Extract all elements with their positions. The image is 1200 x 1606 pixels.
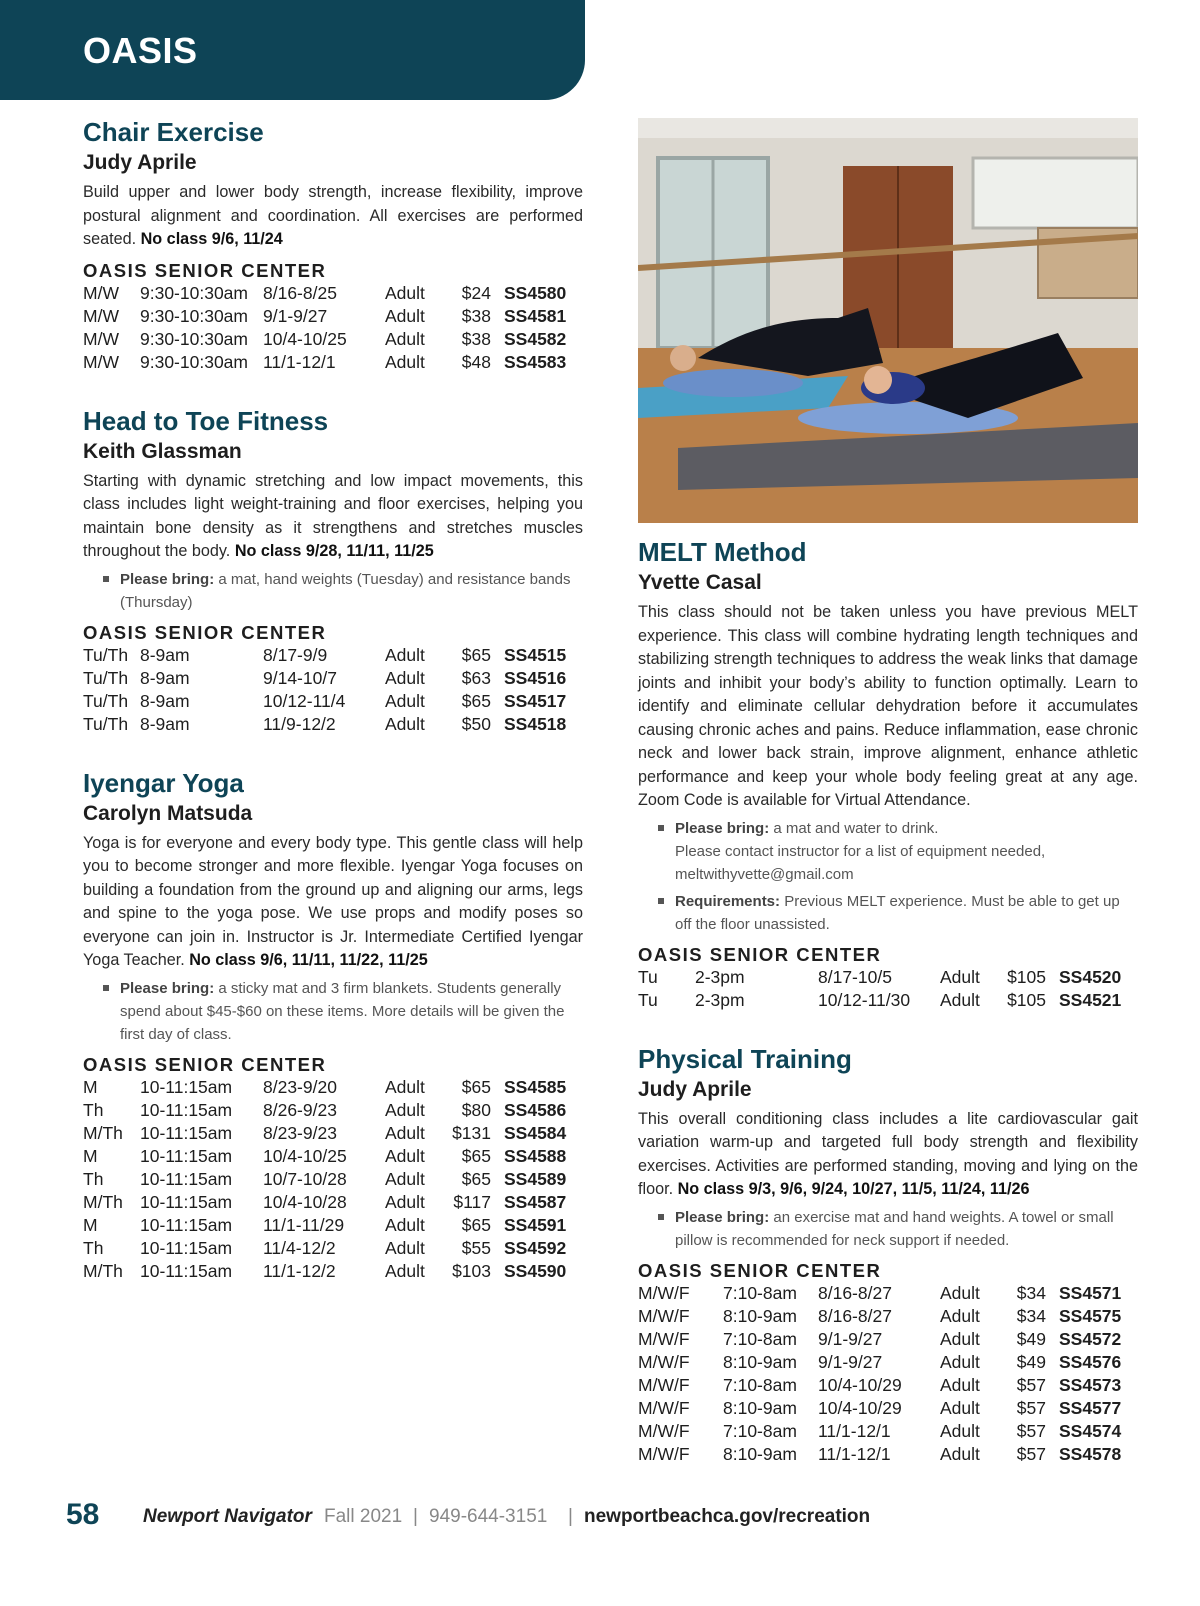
schedule-day: Th (83, 1237, 104, 1258)
schedule-fee: $105 (1007, 966, 1046, 987)
course-code: SS4587 (504, 1191, 567, 1212)
schedule-table (638, 1282, 1138, 1466)
schedule-row (83, 351, 583, 374)
schedule-time: 9:30-10:30am (140, 305, 248, 326)
schedule-day: M/Th (83, 1191, 123, 1212)
schedule-time: 10-11:15am (140, 1168, 233, 1189)
schedule-age: Adult (940, 989, 980, 1010)
schedule-day: M/W (83, 282, 119, 303)
schedule-fee: $57 (1016, 1420, 1046, 1441)
schedule-row (83, 690, 583, 713)
schedule-day: Tu (638, 966, 658, 987)
schedule-time: 7:10-8am (723, 1420, 797, 1441)
schedule-day: M/W/F (638, 1443, 690, 1464)
schedule-day: Th (83, 1168, 104, 1189)
publication-name: Newport Navigator (143, 1506, 312, 1527)
schedule-dates: 11/1-12/1 (818, 1420, 891, 1441)
schedule-time: 10-11:15am (140, 1214, 233, 1235)
schedule-row (638, 989, 1138, 1012)
schedule-day: Tu/Th (83, 644, 129, 665)
class-description: Starting with dynamic stretching and low impact movements, this class includes light weight-training and floor exercises, helping you maintain bone density as it strengthens and stretches muscles throughout the body. No class 9/28, 11/11, 11/25 (83, 471, 583, 560)
bullet-square-icon (103, 985, 109, 991)
schedule-row (638, 1374, 1138, 1397)
yoga-class-photo (638, 118, 1138, 523)
schedule-row (638, 1397, 1138, 1420)
schedule-row (638, 1328, 1138, 1351)
schedule-row (83, 305, 583, 328)
schedule-day: Tu/Th (83, 667, 129, 688)
schedule-fee: $49 (1016, 1351, 1046, 1372)
course-code: SS4577 (1059, 1397, 1122, 1418)
schedule-fee: $50 (461, 713, 491, 734)
schedule-time: 7:10-8am (723, 1328, 797, 1349)
schedule-row (83, 1237, 583, 1260)
schedule-time: 8-9am (140, 667, 190, 688)
schedule-table (638, 966, 1138, 1012)
schedule-dates: 9/14-10/7 (263, 667, 337, 688)
schedule-row (83, 644, 583, 667)
schedule-table (83, 644, 583, 736)
schedule-age: Adult (940, 1305, 980, 1326)
schedule-dates: 11/1-12/1 (818, 1443, 891, 1464)
schedule-row (83, 282, 583, 305)
course-code: SS4515 (504, 644, 567, 665)
schedule-age: Adult (940, 1328, 980, 1349)
schedule-age: Adult (385, 1122, 425, 1143)
class-description: This class should not be taken unless you have previous MELT experience. This class will combine hydrating length techniques and stabilizing strength techniques to address the weak links that damage joints and inhibit your body’s ability to function optimally. Learn to identify and eliminate cellular dehydration before it accumulates causing chronic aches and pains. Reduce inflammation, ease chronic neck and lower back strain, improve alignment, enhance athletic performance and keep your whole body feeling great at any age. Zoom Code is available for Virtual Attendance. (638, 603, 1138, 809)
schedule-age: Adult (940, 1282, 980, 1303)
schedule-dates: 10/4-10/25 (263, 328, 347, 349)
schedule-age: Adult (385, 282, 425, 303)
course-code: SS4521 (1059, 989, 1122, 1010)
schedule-fee: $131 (452, 1122, 491, 1143)
schedule-fee: $34 (1016, 1282, 1046, 1303)
schedule-fee: $38 (461, 328, 491, 349)
schedule-time: 8:10-9am (723, 1305, 797, 1326)
please-bring-note: Please bring: an exercise mat and hand weights. A towel or small pillow is recommended for neck support if needed. (638, 1206, 1138, 1252)
schedule-dates: 8/23-9/20 (263, 1076, 337, 1097)
schedule-age: Adult (385, 351, 425, 372)
schedule-day: M/W/F (638, 1351, 690, 1372)
course-code: SS4591 (504, 1214, 567, 1235)
schedule-fee: $65 (461, 1076, 491, 1097)
course-code: SS4580 (504, 282, 567, 303)
schedule-dates: 10/12-11/4 (263, 690, 346, 711)
schedule-time: 10-11:15am (140, 1145, 233, 1166)
instructor-email: meltwithyvette@gmail.com (675, 865, 854, 883)
class-title: Head to Toe Fitness (83, 405, 329, 436)
schedule-age: Adult (940, 966, 980, 987)
course-code: SS4516 (504, 667, 567, 688)
location-heading: OASIS SENIOR CENTER (83, 621, 327, 643)
please-bring-note: Please bring: a mat and water to drink. Please contact instructor for a list of equipment needed, meltwithyvette@gmail.com (638, 817, 1138, 886)
schedule-time: 8:10-9am (723, 1443, 797, 1464)
schedule-time: 10-11:15am (140, 1191, 233, 1212)
schedule-fee: $65 (461, 1214, 491, 1235)
schedule-age: Adult (385, 1145, 425, 1166)
schedule-day: M (83, 1076, 98, 1097)
requirements-note: Requirements: Previous MELT experience. Must be able to get up off the floor unassisted. (638, 890, 1138, 936)
schedule-age: Adult (385, 1214, 425, 1235)
schedule-fee: $65 (461, 644, 491, 665)
class-description: This overall conditioning class includes a lite cardiovascular gait variation warm-up and targeted full body strength and flexibility exercises. Activities are performed standing, moving and lying on the floor. No class 9/3, 9/6, 9/24, 10/27, 11/5, 11/24, 11/26 (638, 1109, 1138, 1198)
schedule-age: Adult (385, 690, 425, 711)
schedule-day: M/W/F (638, 1282, 690, 1303)
schedule-day: Tu (638, 989, 658, 1010)
schedule-table (83, 1076, 583, 1283)
schedule-fee: $65 (461, 690, 491, 711)
schedule-day: M/Th (83, 1122, 123, 1143)
class-title: Physical Training (638, 1043, 852, 1074)
instructor-name: Keith Glassman (83, 439, 242, 463)
schedule-dates: 10/4-10/29 (818, 1374, 902, 1395)
right-column (638, 118, 1138, 1466)
course-code: SS4590 (504, 1260, 567, 1281)
schedule-row (638, 1443, 1138, 1466)
schedule-dates: 8/26-9/23 (263, 1099, 337, 1120)
location-heading: OASIS SENIOR CENTER (638, 1259, 882, 1281)
schedule-fee: $38 (461, 305, 491, 326)
schedule-dates: 10/4-10/25 (263, 1145, 347, 1166)
schedule-fee: $105 (1007, 989, 1046, 1010)
schedule-time: 2-3pm (695, 989, 745, 1010)
schedule-age: Adult (385, 1260, 425, 1281)
schedule-dates: 11/1-11/29 (263, 1214, 345, 1235)
schedule-dates: 11/9-12/2 (263, 713, 336, 734)
schedule-day: M/W/F (638, 1397, 690, 1418)
schedule-age: Adult (385, 1099, 425, 1120)
schedule-day: M (83, 1214, 98, 1235)
schedule-age: Adult (385, 644, 425, 665)
class-title: MELT Method (638, 537, 807, 567)
schedule-dates: 8/16-8/27 (818, 1305, 892, 1326)
course-code: SS4581 (504, 305, 567, 326)
please-bring-note: Please bring: a mat, hand weights (Tuesday) and resistance bands (Thursday) (83, 568, 583, 614)
no-class-note: No class 9/28, 11/11, 11/25 (234, 542, 434, 560)
schedule-time: 10-11:15am (140, 1099, 233, 1120)
schedule-dates: 9/1-9/27 (818, 1328, 883, 1349)
course-code: SS4586 (504, 1099, 567, 1120)
schedule-row (83, 328, 583, 351)
schedule-dates: 10/4-10/28 (263, 1191, 347, 1212)
schedule-fee: $57 (1016, 1374, 1046, 1395)
class-description: Build upper and lower body strength, increase flexibility, improve postural alignment and coordination. All exercises are performed seated. No class 9/6, 11/24 (83, 183, 583, 248)
publication-season: Fall 2021 (324, 1506, 403, 1527)
bullet-square-icon (658, 825, 664, 831)
schedule-time: 8-9am (140, 713, 190, 734)
schedule-day: M/W (83, 351, 119, 372)
schedule-age: Adult (385, 1191, 425, 1212)
schedule-time: 9:30-10:30am (140, 282, 248, 303)
schedule-age: Adult (940, 1397, 980, 1418)
banner-title: OASIS (83, 30, 198, 71)
schedule-age: Adult (385, 1168, 425, 1189)
schedule-fee: $65 (461, 1168, 491, 1189)
course-code: SS4582 (504, 328, 567, 349)
location-heading: OASIS SENIOR CENTER (83, 259, 327, 281)
class-melt-method (638, 535, 1138, 1012)
schedule-dates: 8/17-9/9 (263, 644, 328, 665)
schedule-dates: 11/4-12/2 (263, 1237, 336, 1258)
schedule-age: Adult (385, 328, 425, 349)
footer-separator: | (413, 1506, 418, 1527)
section-banner (0, 0, 585, 100)
course-code: SS4588 (504, 1145, 567, 1166)
class-title: Chair Exercise (83, 117, 264, 147)
schedule-day: M/W/F (638, 1374, 690, 1395)
schedule-time: 7:10-8am (723, 1374, 797, 1395)
schedule-time: 8:10-9am (723, 1351, 797, 1372)
schedule-dates: 8/16-8/27 (818, 1282, 892, 1303)
schedule-fee: $103 (452, 1260, 491, 1281)
schedule-row (638, 1420, 1138, 1443)
schedule-age: Adult (385, 1237, 425, 1258)
schedule-fee: $63 (461, 667, 491, 688)
bullet-square-icon (658, 1214, 664, 1220)
course-code: SS4575 (1059, 1305, 1122, 1326)
course-code: SS4585 (504, 1076, 567, 1097)
schedule-day: M/W/F (638, 1328, 690, 1349)
no-class-note: No class 9/3, 9/6, 9/24, 10/27, 11/5, 11/24, 11/26 (677, 1180, 1030, 1198)
schedule-row (83, 667, 583, 690)
schedule-time: 10-11:15am (140, 1122, 233, 1143)
schedule-fee: $49 (1016, 1328, 1046, 1349)
schedule-dates: 8/16-8/25 (263, 282, 337, 303)
schedule-age: Adult (940, 1420, 980, 1441)
schedule-table (83, 282, 583, 374)
please-bring-note: Please bring: a sticky mat and 3 firm blankets. Students generally spend about $45-$60 on these items. More details will be given the first day of class. (83, 977, 583, 1046)
course-code: SS4571 (1059, 1282, 1122, 1303)
no-class-note: No class 9/6, 11/24 (140, 230, 283, 248)
schedule-dates: 9/1-9/27 (263, 305, 328, 326)
instructor-name: Yvette Casal (638, 571, 762, 594)
class-chair-exercise (83, 115, 583, 374)
schedule-row (83, 1145, 583, 1168)
schedule-fee: $24 (461, 282, 491, 303)
schedule-row (83, 1122, 583, 1145)
course-code: SS4592 (504, 1237, 567, 1258)
schedule-age: Adult (940, 1374, 980, 1395)
schedule-dates: 11/1-12/2 (263, 1260, 336, 1281)
schedule-time: 9:30-10:30am (140, 328, 248, 349)
course-code: SS4589 (504, 1168, 567, 1189)
schedule-row (638, 1351, 1138, 1374)
schedule-fee: $65 (461, 1145, 491, 1166)
course-code: SS4584 (504, 1122, 567, 1143)
course-code: SS4576 (1059, 1351, 1122, 1372)
no-class-note: No class 9/6, 11/11, 11/22, 11/25 (189, 951, 428, 969)
schedule-row (83, 1214, 583, 1237)
schedule-dates: 8/17-10/5 (818, 966, 892, 987)
class-title: Iyengar Yoga (83, 767, 244, 798)
location-heading: OASIS SENIOR CENTER (83, 1053, 327, 1075)
schedule-fee: $57 (1016, 1397, 1046, 1418)
schedule-time: 8-9am (140, 690, 190, 711)
schedule-day: Th (83, 1099, 104, 1120)
schedule-time: 10-11:15am (140, 1076, 233, 1097)
schedule-fee: $80 (461, 1099, 491, 1120)
schedule-row (83, 1260, 583, 1283)
schedule-dates: 8/23-9/23 (263, 1122, 337, 1143)
schedule-time: 2-3pm (695, 966, 745, 987)
bullet-square-icon (658, 898, 664, 904)
schedule-dates: 9/1-9/27 (818, 1351, 883, 1372)
course-code: SS4517 (504, 690, 567, 711)
course-code: SS4520 (1059, 966, 1122, 987)
schedule-time: 8-9am (140, 644, 190, 665)
schedule-row (638, 1282, 1138, 1305)
schedule-age: Adult (940, 1443, 980, 1464)
studio-illustration (638, 118, 1138, 523)
course-code: SS4572 (1059, 1328, 1122, 1349)
instructor-name: Judy Aprile (83, 151, 197, 174)
schedule-time: 7:10-8am (723, 1282, 797, 1303)
schedule-dates: 10/12-11/30 (818, 989, 911, 1010)
schedule-day: Tu/Th (83, 713, 129, 734)
schedule-row (638, 1305, 1138, 1328)
course-code: SS4518 (504, 713, 567, 734)
location-heading: OASIS SENIOR CENTER (638, 943, 882, 965)
schedule-time: 9:30-10:30am (140, 351, 248, 372)
schedule-time: 10-11:15am (140, 1237, 233, 1258)
class-physical-training (638, 1042, 1138, 1466)
schedule-fee: $55 (461, 1237, 491, 1258)
schedule-row (83, 1099, 583, 1122)
schedule-age: Adult (385, 305, 425, 326)
class-iyengar-yoga (83, 766, 583, 1283)
footer-website-link[interactable]: newportbeachca.gov/recreation (584, 1506, 871, 1527)
schedule-day: Tu/Th (83, 690, 129, 711)
left-column (83, 115, 583, 1283)
course-code: SS4583 (504, 351, 567, 372)
schedule-row (83, 1191, 583, 1214)
schedule-dates: 10/7-10/28 (263, 1168, 347, 1189)
course-code: SS4574 (1059, 1420, 1122, 1441)
page-footer (66, 1498, 1166, 1538)
footer-separator: | (568, 1506, 573, 1527)
schedule-time: 8:10-9am (723, 1397, 797, 1418)
schedule-row (83, 1168, 583, 1191)
schedule-age: Adult (385, 713, 425, 734)
class-head-to-toe (83, 404, 583, 736)
schedule-day: M/W (83, 328, 119, 349)
schedule-dates: 10/4-10/29 (818, 1397, 902, 1418)
page-number: 58 (66, 1498, 100, 1531)
schedule-age: Adult (940, 1351, 980, 1372)
bullet-square-icon (103, 576, 109, 582)
schedule-row (638, 966, 1138, 989)
schedule-time: 10-11:15am (140, 1260, 233, 1281)
instructor-name: Judy Aprile (638, 1077, 752, 1101)
schedule-row (83, 713, 583, 736)
schedule-fee: $48 (461, 351, 491, 372)
schedule-age: Adult (385, 667, 425, 688)
schedule-fee: $34 (1016, 1305, 1046, 1326)
schedule-day: M/W/F (638, 1420, 690, 1441)
schedule-day: M/W/F (638, 1305, 690, 1326)
course-code: SS4573 (1059, 1374, 1122, 1395)
class-description: Yoga is for everyone and every body type. This gentle class will help you to become stronger and more flexible. Iyengar Yoga focuses on building a foundation from the ground up and aligning our arms, legs and spine to the yoga pose. We use props and modify poses so everyone can join in. Instructor is Jr. Intermediate Certified Iyengar Yoga Teacher. No class 9/6, 11/11, 11/22, 11/25 (83, 833, 583, 969)
schedule-row (83, 1076, 583, 1099)
schedule-day: M (83, 1145, 98, 1166)
instructor-name: Carolyn Matsuda (83, 801, 253, 825)
schedule-dates: 11/1-12/1 (263, 351, 336, 372)
footer-phone: 949-644-3151 (429, 1506, 548, 1527)
course-code: SS4578 (1059, 1443, 1122, 1464)
schedule-age: Adult (385, 1076, 425, 1097)
schedule-day: M/Th (83, 1260, 123, 1281)
schedule-fee: $57 (1016, 1443, 1046, 1464)
schedule-fee: $117 (453, 1191, 491, 1212)
schedule-day: M/W (83, 305, 119, 326)
